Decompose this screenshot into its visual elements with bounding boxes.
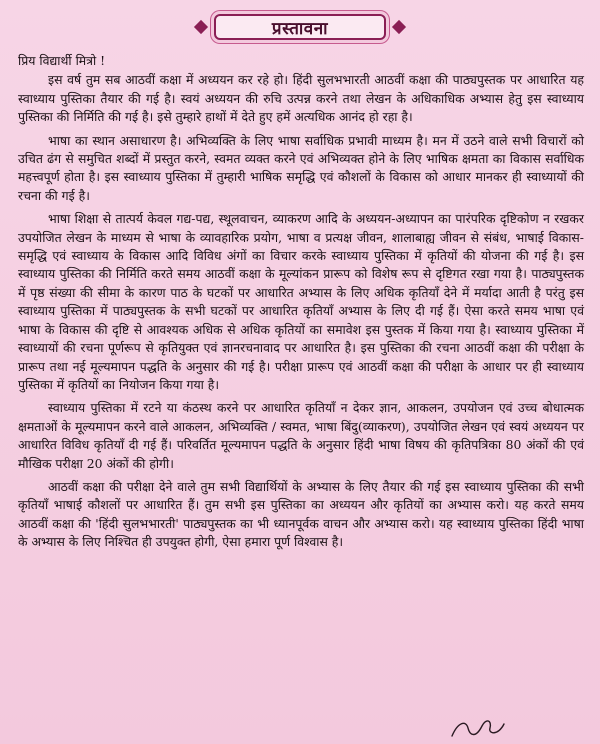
title-banner [214, 14, 386, 40]
page-title: प्रस्तावना [271, 18, 329, 39]
paragraph-2: भाषा का स्थान असाधारण है। अभिव्यक्ति के लिए भाषा सर्वाधिक प्रभावी माध्यम है। मन में उठने वाले सभी विचारों को उचित ढंग से समुचित शब्दों में प्रस्तुत करने, स्वमत व्यक्त करने एवं अभिव्यक्त होने के लिए भाषिक क्षमता का विकास सर्वाधिक महत्त्वपूर्ण होता है। इस स्वाध्याय पुस्तिका में तुम्हारी भाषिक समृद्धि एवं कौशलों के विकास को आधार मानकर ही स्वाध्यायों की रचना की गई है। [18, 132, 584, 203]
title-banner-frame [202, 10, 398, 44]
paragraph-4: स्वाध्याय पुस्तिका में रटने या कंठस्थ करने पर आधारित कृतियाँ न देकर ज्ञान, आकलन, उपयोजन एवं उच्च बोधात्मक क्षमताओं के मूल्यमापन करने वाले आकलन, अभिव्यक्ति / स्वमत, भाषा बिंदु(व्याकरण), उपयोजित लेखन एवं स्वयं अध्ययन पर आधारित विविध कृतियाँ दी गई हैं। परिवर्तित मूल्यमापन पद्धति के अनुसार हिंदी भाषा विषय की कृतिपत्रिका 80 अंकों की एवं मौखिक परीक्षा 20 अंकों की होगी। [18, 400, 584, 471]
paragraph-1: इस वर्ष तुम सब आठवीं कक्षा में अध्ययन कर रहे हो। हिंदी सुलभभारती आठवीं कक्षा की पाठ्यपुस्तक पर आधारित यह स्वाध्याय पुस्तिका तैयार की गई है। स्वयं अध्ययन की रुचि उत्पन्न करने तथा लेखन के अधिकाधिक अभ्यास हेतु इस स्वाध्याय पुस्तिका की निर्मिति की गई है। इसे तुम्हारे हाथों में देते हुए हमें अत्यधिक आनंद हो रहा है। [18, 72, 584, 125]
paragraph-5: आठवीं कक्षा की परीक्षा देने वाले तुम सभी विद्यार्थियों के अभ्यास के लिए तैयार की गई इस स्वाध्याय पुस्तिका की सभी कृतियाँ भाषाई कौशलों पर आधारित हैं। तुम सभी इस पुस्तिका का अध्ययन और कृतियों का अभ्यास करो। यह करते समय आठवीं कक्षा की 'हिंदी सुलभभारती' पाठ्यपुस्तक का भी ध्यानपूर्वक वाचन और अभ्यास करो। यह स्वाध्याय पुस्तिका हिंदी भाषा के अभ्यास के लिए निश्चित ही उपयुक्त होगी, ऐसा हमारा पूर्ण विश्वास है। [18, 478, 584, 550]
salutation: प्रिय विद्यार्थी मित्रो ! [18, 53, 106, 68]
paragraph-3: भाषा शिक्षा से तात्पर्य केवल गद्य-पद्य, स्थूलवाचन, व्याकरण आदि के अध्ययन-अध्यापन का पारंपरिक दृष्टिकोण न रखकर उपयोजित लेखन के माध्यम से भाषा के व्यावहारिक प्रयोग, भाषा व प्रत्यक्ष जीवन, शालाबाह्य जीवन से संबंध, भाषाई विकास-समृद्धि एवं स्वाध्याय के विकास आदि विविध अंगों का विचार करके स्वाध्याय पुस्तिका में कृतियों की योजना की गई है। इस स्वाध्याय पुस्तिका की निर्मिति करते समय आठवीं कक्षा के मूल्यांकन प्रारूप को विशेष रूप से दृष्टिगत रखा गया है। पाठ्यपुस्तक में पृष्ठ संख्या की सीमा के कारण पाठ के घटकों पर आधारित अभ्यास के लिए अधिक कृतियाँ देने में मर्यादा आती है परंतु इस स्वाध्याय पुस्तिका में पाठ्यपुस्तक के सभी घटकों पर आधारित कृतियाँ अभ्यास के लिए दी गई हैं। ऐसा करते समय भाषा एवं भाषा के विकास की दृष्टि से आवश्यक अधिक से अधिक कृतियों का समावेश इस पुस्तक में किया गया है। स्वाध्याय पुस्तिका में स्वाध्यायों की रचना पूर्णरूप से कृतियुक्त एवं ज्ञानरचनावाद पर आधारित है। इस पुस्तिका की रचना आठवीं कक्षा की परीक्षा के प्रारूप तथा नई मूल्यमापन पद्धति के अनुसार की गई है। परीक्षा प्रारूप एवं आठवीं कक्षा की परीक्षा के आधार पर ही स्वाध्याय पुस्तिका में कृतियों का नियोजन किया गया है। [18, 211, 584, 392]
banner-ornament-right-icon [392, 20, 406, 34]
signature-scribble-icon [448, 714, 508, 740]
banner-ornament-left-icon [194, 20, 208, 34]
preface-body [18, 52, 584, 557]
